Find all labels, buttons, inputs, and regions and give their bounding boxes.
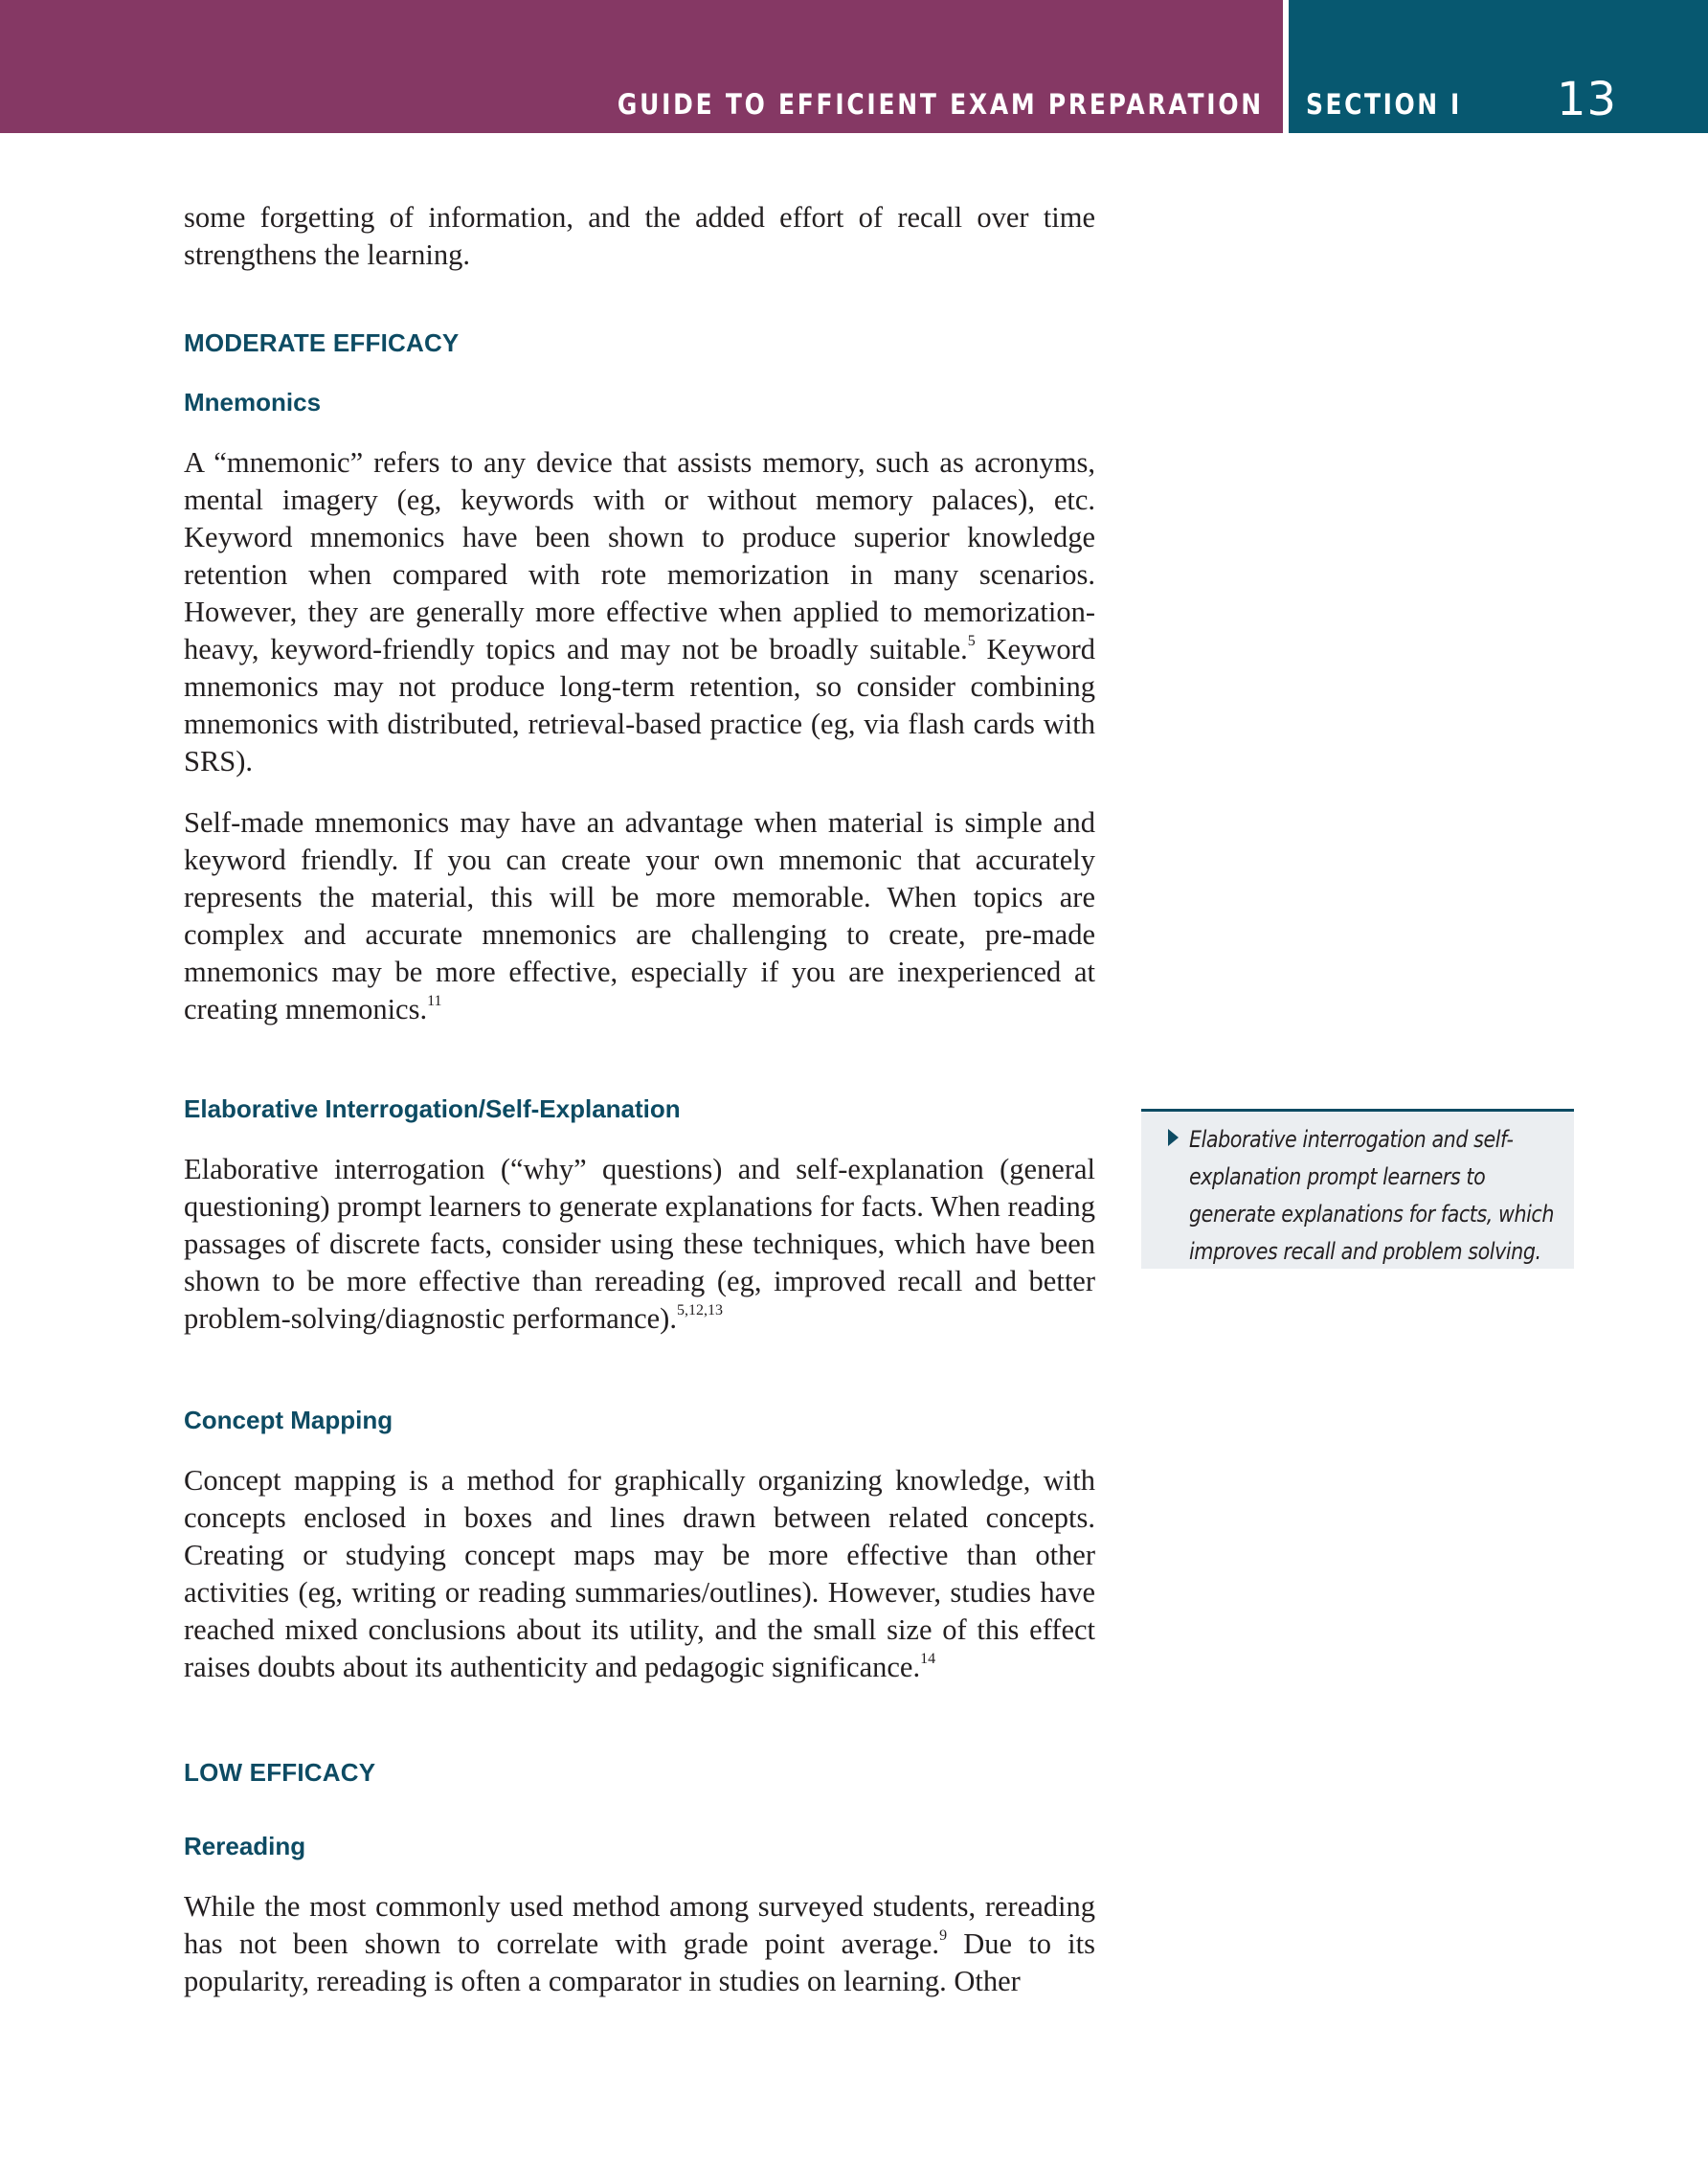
citation-11: 11 [427,993,442,1009]
citation-5: 5 [967,633,976,649]
rereading-paragraph: While the most commonly used method among surveyed students, rereading has not been shown to correlate with grade point average.$^9$ Due to its popularity, rereading is often a comparator in studies on learning. Other [184,1890,1095,1997]
citation-9: 9 [939,1927,948,1944]
section-label: SECTION I [1306,88,1462,121]
elaborative-heading: Elaborative Interrogation/Self-Explanation [184,1094,681,1123]
triangle-bullet-icon [1168,1129,1179,1146]
mnemonics-paragraph-1: A “mnemonic” refers to any device that assists memory, such as acronyms, mental imagery (eg, keywords with or without memory palaces), etc. Keyword mnemonics have been shown to produce superior knowledge retention when compared with rote memorization in many scenarios. However, they are generally more effective when applied to memorization-heavy, keyword-friendly topics and may not be broadly suitable.$^5$ Keyword mnemonics may not produce long-term retention, so consider combining mnemonics with distributed, retrieval-based practice (eg, via flash cards with SRS). [184,446,1095,777]
callout-text: Elaborative interrogation and self-explanation prompt learners to generate explanations for facts, which improves recall and problem solving. [1189,1126,1555,1265]
intro-paragraph: some forgetting of information, and the added effort of recall over time strengthens the learning. [184,201,1095,271]
page-number: 13 [1557,73,1618,126]
concept-mapping-paragraph: Concept mapping is a method for graphically organizing knowledge, with concepts enclosed in boxes and lines drawn between related concepts. Creating or studying concept maps may be more effective than other activities (eg, writing or reading summaries/outlines). However, studies have reached mixed conclusions about its utility, and the small size of this effect raises doubts about its authenticity and pedagogic significance.$^{14}$ [184,1464,1095,1683]
main-column [184,199,1095,2000]
citation-14: 14 [920,1651,936,1667]
concept-mapping-heading: Concept Mapping [184,1406,393,1434]
low-efficacy-heading: LOW EFFICACY [184,1758,376,1787]
mnemonics-paragraph-2: Self-made mnemonics may have an advantage when material is simple and keyword friendly. If you can create your own mnemonic that accurately represents the material, this will be more memorable. When topics are complex and accurate mnemonics are challenging to create, pre-made mnemonics may be more effective, especially if you are inexperienced at creating mnemonics.$^{11}$ [184,806,1095,1025]
guide-title: GUIDE TO EFFICIENT EXAM PREPARATION [617,88,1264,121]
moderate-efficacy-heading: MODERATE EFFICACY [184,328,460,357]
rereading-heading: Rereading [184,1832,306,1860]
citation-5-12-13: 5,12,13 [676,1302,723,1318]
key-point-callout [1141,1109,1574,1269]
elaborative-paragraph: Elaborative interrogation (“why” questions) and self-explanation (general questioning) prompt learners to generate explanations for facts. When reading passages of discrete facts, consider using these techniques, which have been shown to be more effective than rereading (eg, improved recall and better problem-solving/diagnostic performance).$^{5,12,13}$ [184,1153,1095,1335]
mnemonics-heading: Mnemonics [184,388,322,417]
